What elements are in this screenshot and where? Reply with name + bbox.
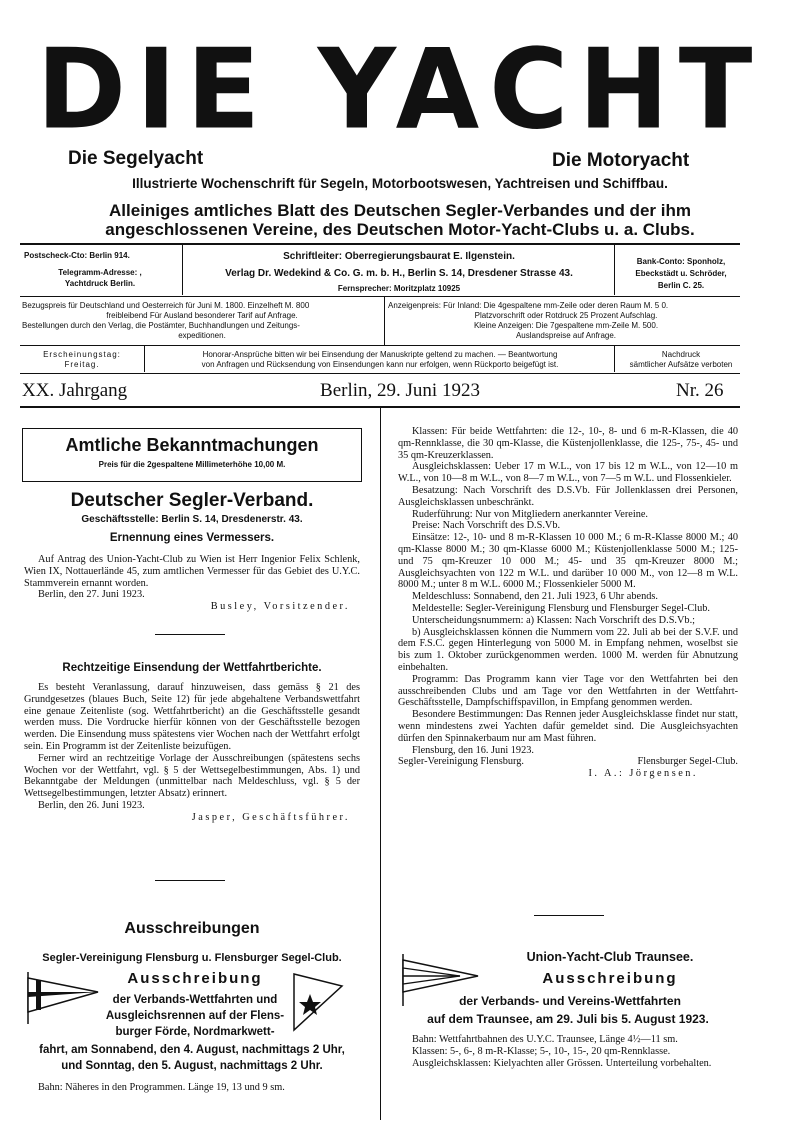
signature-ia: I. A.: Jörgensen. — [588, 768, 698, 780]
signature-left: Segler-Vereinigung Flensburg. — [398, 756, 525, 768]
dsv-title: Deutscher Segler-Verband. — [70, 490, 314, 511]
rule — [20, 373, 740, 374]
issue-number: Nr. 26 — [676, 380, 724, 401]
divider — [182, 245, 183, 295]
nachdruck-1: Nachdruck — [661, 350, 701, 359]
bezug-4: expeditionen. — [178, 331, 226, 340]
traunsee-line-2: auf dem Traunsee, am 29. Juli bis 5. August 1923. — [427, 1012, 709, 1026]
signature-right: Flensburger Segel-Club. — [637, 756, 738, 768]
bank-2: Ebeckstädt u. Schröder, — [635, 269, 727, 278]
volume: XX. Jahrgang — [22, 380, 128, 401]
traunsee-title: Union-Yacht-Club Traunsee. — [526, 950, 694, 964]
short-rule — [155, 880, 225, 881]
telegram-address: Telegramm-Adresse: , — [58, 268, 142, 277]
flensburg-line-2: Ausgleichsrennen auf der Flens- — [105, 1010, 285, 1022]
flensburg-line-3: burger Förde, Nordmarkwett- — [115, 1026, 275, 1038]
flensburg-title: Segler-Vereinigung Flensburg u. Flensburger Segel-Club. — [42, 952, 342, 964]
official-notices-box — [22, 428, 362, 482]
anzeigen-4: Auslandspreise auf Anfrage. — [515, 331, 617, 340]
nachdruck-2: sämtlicher Aufsätze verboten — [629, 360, 733, 369]
bank-1: Bank-Conto: Sponholz, — [636, 257, 726, 266]
short-rule — [534, 915, 604, 916]
anzeigen-3: Kleine Anzeigen: Die 7gespaltene mm-Zeile M. 500. — [473, 321, 659, 330]
reports-text: Es besteht Veranlassung, darauf hinzuweisen, dass gemäss § 21 des Grundgesetzes (blaues Buch, Seite 12) für jede abgehaltene Verbandswettfahrt eine genaue Zeitenliste (sog. Wettfahrtbericht) an die Geschäftsstelle gesandt werden muss. Die Vordrucke hierfür können von der Geschäftsstelle bezogen werden. Die Einsendung muss spätestens vier Wochen nach der Wettfahrt erfolgt sein. Ein Programm ist der Zeitenliste beizufügen. Ferner wird an rechtzeitige Vorlage der Ausschreibungen (spätestens sechs Wochen vor der Wettfahrt, vgl. § 5 der Wettsegelbestimmungen, Abs. 1) und Bekanntgabe der Meldungen (unmittelbar nach Meldeschluss, vgl. § 5 der Wettsegelbestimmungen, letzter Absatz) erinnert. Berlin, den 26. Juni 1923. Jasper, Geschäftsführer. — [24, 682, 360, 823]
erscheinungstag-value: Freitag. — [64, 360, 100, 369]
telephone: Fernsprecher: Moritzplatz 10925 — [337, 284, 461, 293]
bezug-2: freibleibend Für Ausland besonderer Tarif auf Anfrage. — [106, 311, 298, 320]
anzeigen-2: Platzvorschrift oder Rotdruck 25 Prozent Aufschlag. — [474, 311, 658, 320]
rule — [20, 296, 740, 297]
divider — [144, 346, 145, 372]
left-subtitle: Die Segelyacht — [68, 148, 204, 169]
divider — [384, 297, 385, 345]
anzeigen-1: Anzeigenpreis: Für Inland: Die 4gespaltene mm-Zeile oder deren Raum M. 5 0. — [388, 301, 669, 310]
honorar-2: von Anfragen und Rücksendung von Einsendungen kann nur erfolgen, wenn Rückporto beigefügt ist. — [201, 360, 559, 369]
bezug-1: Bezugspreis für Deutschland und Oesterreich für Juni M. 1800. Einzelheft M. 800 — [22, 301, 310, 310]
right-subtitle: Die Motoryacht — [552, 150, 690, 171]
flensburg-course: Bahn: Näheres in den Programmen. Länge 19, 13 und 9 sm. — [38, 1082, 285, 1093]
flensburg-line-4: fahrt, am Sonnabend, den 4. August, nachmittags 2 Uhr, — [39, 1044, 345, 1056]
traunsee-ausschreibung: Ausschreibung — [542, 970, 678, 987]
short-rule — [155, 634, 225, 635]
official-notices-title: Amtliche Bekanntmachungen — [65, 435, 319, 455]
ausschreibungen-title: Ausschreibungen — [124, 920, 260, 937]
issue-date: Berlin, 29. Juni 1923 — [320, 380, 480, 401]
official-notices-price: Preis für die 2gespaltene Millimeterhöhe 10,00 M. — [98, 460, 286, 469]
reports-title: Rechtzeitige Einsendung der Wettfahrtberichte. — [62, 662, 322, 674]
flensburg-line-1: der Verbands-Wettfahrten und — [112, 994, 278, 1006]
flensburg-line-5: und Sonntag, den 5. August, nachmittags 2 Uhr. — [61, 1060, 323, 1072]
appointment-text: Auf Antrag des Union-Yacht-Club zu Wien ist Herr Ingenior Felix Schlenk, Wien IX, Nottauerlände 45, zum amtlichen Vermesser für das Gebiet des U.Y.C. Stammverein ernannt worden. Berlin, den 27. Juni 1923. Busley, Vorsitzender. — [24, 554, 360, 613]
official-line-1: Alleiniges amtliches Blatt des Deutschen Segler-Verbandes und der ihm — [109, 201, 691, 220]
traunsee-conditions: Bahn: Wettfahrtbahnen des U.Y.C. Traunsee, Länge 4½—11 sm. Klassen: 5-, 6-, 8 m-R-Klasse; 5-, 10-, 15-, 20 qm-Rennklasse. Ausgleichsklassen: Kielyachten aller Grössen. Unterteilung vorbehalten. — [412, 1034, 712, 1069]
honorar-1: Honorar-Ansprüche bitten wir bei Einsendung der Manuskripte geltend zu machen. — Beantwortung — [202, 350, 558, 359]
masthead-title: DIE YACHT — [36, 26, 763, 155]
dsv-office: Geschäftsstelle: Berlin S. 14, Dresdenerstr. 43. — [81, 514, 303, 525]
editor: Schriftleiter: Oberregierungsbaurat E. Ilgenstein. — [283, 251, 515, 262]
official-line-2: angeschlossenen Vereine, des Deutschen Motor-Yacht-Clubs u. a. Clubs. — [105, 220, 695, 239]
telegram-address-2: Yachtdruck Berlin. — [64, 279, 136, 288]
traunsee-line-1: der Verbands- und Vereins-Wettfahrten — [459, 994, 681, 1008]
rule — [20, 243, 740, 245]
erscheinungstag: Erscheinungstag: — [43, 350, 121, 359]
tagline: Illustrierte Wochenschrift für Segeln, Motorbootswesen, Yachtreisen und Schiffbau. — [132, 176, 668, 191]
column-divider — [380, 408, 381, 1120]
postscheck: Postscheck-Cto: Berlin 914. — [24, 251, 130, 260]
bank-3: Berlin C. 25. — [657, 281, 705, 290]
bezug-3: Bestellungen durch den Verlag, die Postämter, Buchhandlungen und Zeitungs- — [22, 321, 300, 330]
divider — [614, 245, 615, 295]
flensburg-conditions: Klassen: Für beide Wettfahrten: die 12-, 10-, 8- und 6 m-R-Klassen, die 40 qm-Rennklasse, die 30 qm-Klasse, die Küstenjollenklasse, die 125-, 75-, 45- und 35 qm-Kreuzerklassen. Ausgleichsklassen: Ueber 17 m W.L., von 17 bis 12 m W.L., von 12—10 m W.L., von 10—8 m W.L., von 8—7 m W.L., von 7—5 m W.L. und Flossenkieler. Besatzung: Nach Vorschrift des D.S.Vb. Für Jollenklassen drei Personen, Ausgleichsklassen unbeschränkt. Ruderführung: Nur von Mitgliedern anerkannter Vereine. Preise: Nach Vorschrift des D.S.Vb. Einsätze: 12-, 10- und 8 m-R-Klassen 10 000 M.; 6 m-R-Klasse 8000 M.; 40 qm-Klasse 8000 M.; 30 qm-Klasse 6000 M.; Küstenjollenklasse 5000 M.; 125- und 75 qm-Kreuzer 10 000 M.; 45- und 35 qm-Kreuzer 8000 M.; Ausgleichsyachten von 122 m W.L. und darüber 10 000 M., von 12—8 m W.L. 8000 M.; unter 8 m W.L. 6000 M.; Flossenkieler 5000 M. Meldeschluss: Sonnabend, den 21. Juli 1923, 6 Uhr abends. Meldestelle: Segler-Vereinigung Flensburg und Flensburger Segel-Club. Unterscheidungsnummern: a) Klassen: Nach Vorschrift des D.S.Vb.; b) Ausgleichsklassen können die Nummern vom 22. Juli ab bei der S.V.F. und dem F.S.C. gegen Hinterlegung von 5000 M. in Empfang nehmen, woselbst sie bis zum 1. Oktober zurückgenommen werden. 1000 M. werden für Abnutzung einbehalten. Programm: Das Programm kann vier Tage vor den Wettfahrten bei den ausschreibenden Clubs und am Tage vor den Wettfahrten in der Wettfahrt-Geschäftsstelle, Dampfschiffspavillon, in Empfang genommen werden. Besondere Bestimmungen: Das Rennen jeder Ausgleichsklasse findet nur statt, wenn mindestens zwei Yachten dafür gemeldet sind. Die Ausgleichsyachten dürfen den Spinnakerbaum nur am Mast führen. Flensburg, den 16. Juni 1923. Segler-Vereinigung Flensburg. Flensburger Segel-Club. I. A.: Jörgensen. — [398, 426, 738, 780]
appointment-title: Ernennung eines Vermessers. — [109, 532, 275, 544]
divider — [614, 346, 615, 372]
publisher: Verlag Dr. Wedekind & Co. G. m. b. H., Berlin S. 14, Dresdener Strasse 43. — [225, 268, 573, 279]
flensburg-ausschreibung: Ausschreibung — [127, 970, 263, 987]
rule — [20, 345, 740, 346]
